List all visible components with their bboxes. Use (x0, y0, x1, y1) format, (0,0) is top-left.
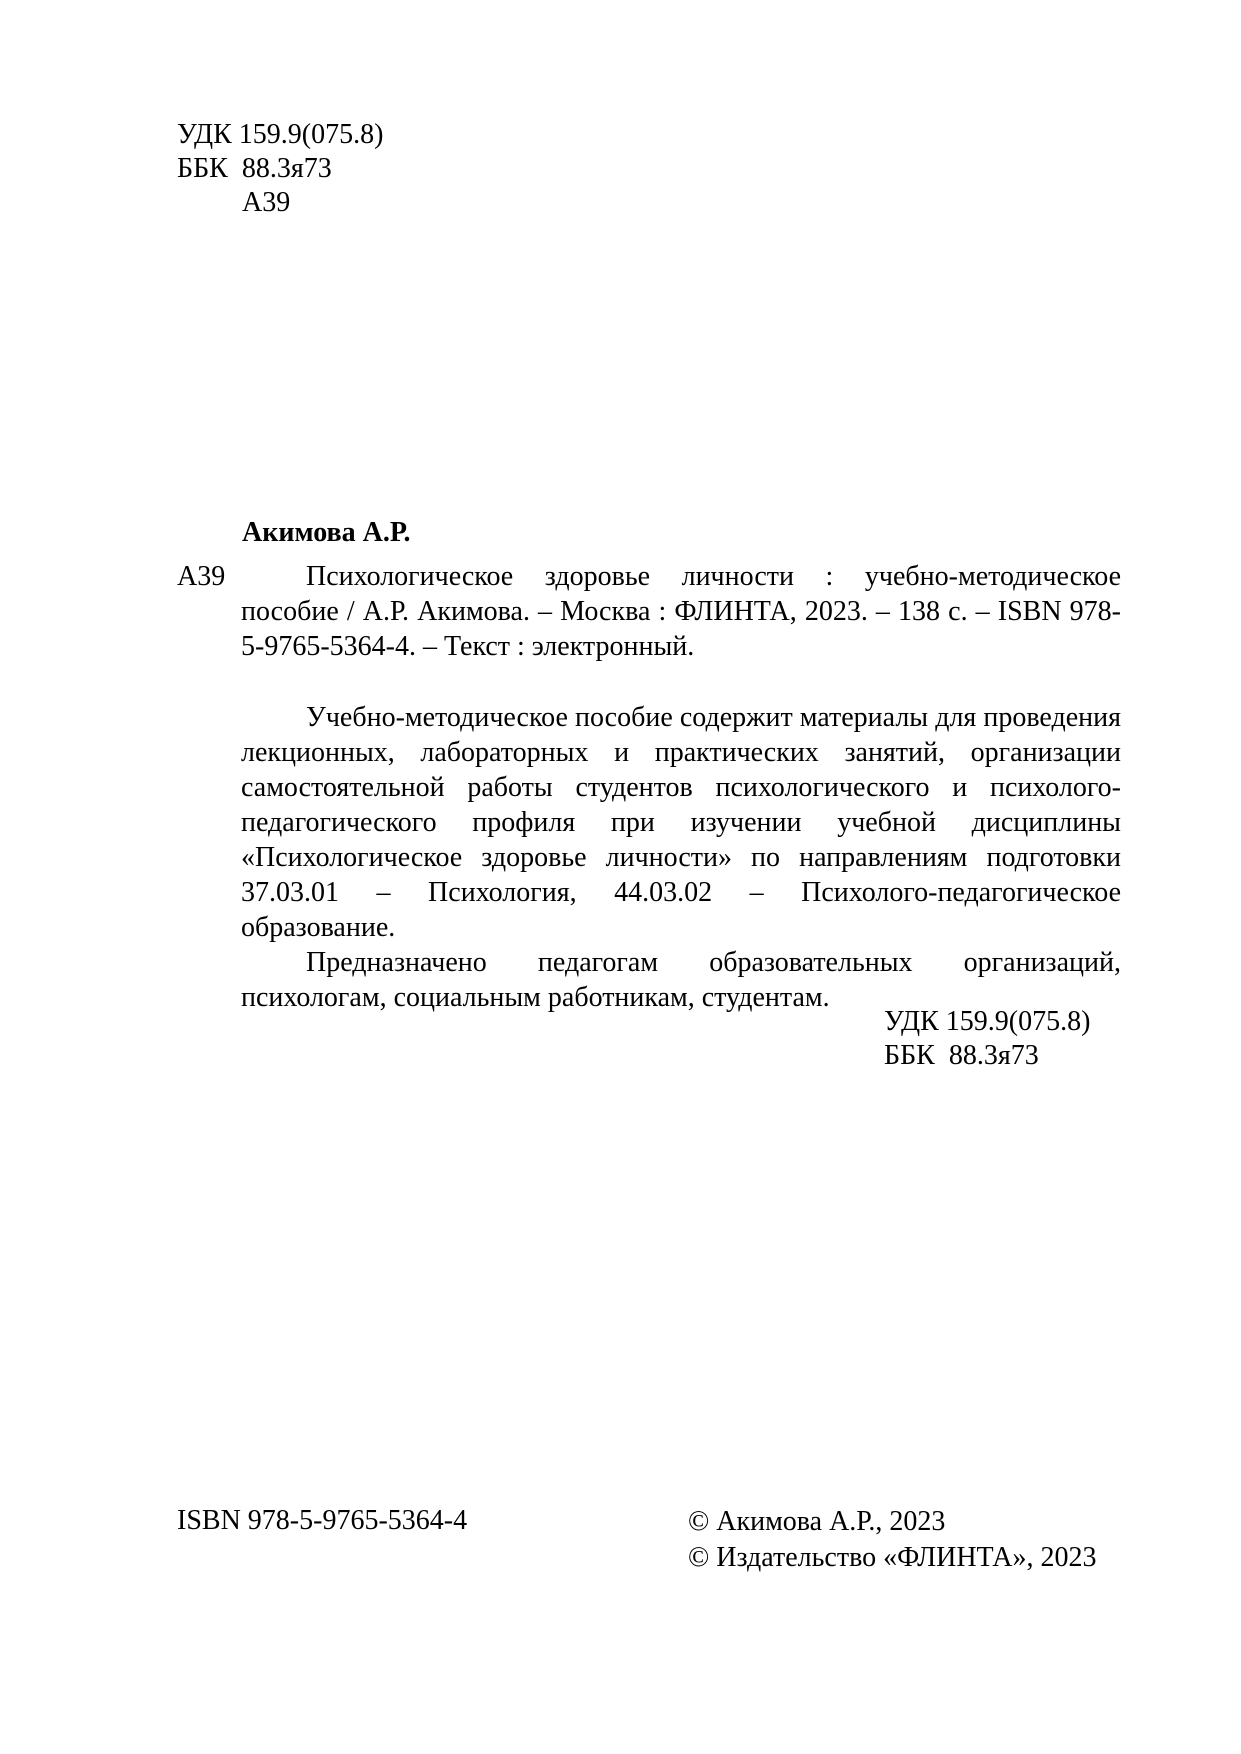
copyright-publisher: © Издательство «ФЛИНТА», 2023 (688, 1542, 1097, 1573)
annotation (241, 700, 1121, 1015)
udk-code: УДК 159.9(075.8) (884, 1006, 1091, 1037)
copyright-block (688, 1504, 1096, 1576)
annotation-paragraph: Предназначено педагогам образовательных организаций, психологам, социальным работникам, студентам. (241, 947, 1121, 1013)
classification-top (177, 118, 383, 220)
record-author: Акимова А.Р. (242, 517, 411, 548)
isbn-footer: ISBN 978-5-9765-5364-4 (177, 1505, 468, 1536)
author-mark: А39 (242, 187, 291, 218)
bbk-code: ББК 88.3я73 (884, 1040, 1039, 1071)
bbk-code: ББК 88.3я73 (177, 153, 332, 184)
classification-bottom (884, 1005, 1090, 1073)
copyright-author: © Акимова А.Р., 2023 (688, 1506, 946, 1537)
udk-code: УДК 159.9(075.8) (177, 119, 384, 150)
bibliographic-record (177, 515, 1121, 664)
annotation-paragraph: Учебно-методическое пособие содержит материалы для проведения лекционных, лабораторных и практических занятий, организации самостоятельной работы студентов психологического и психолого-педагогического профиля при изучении учебной дисциплины «Психологическое здоровье личности» по направлениям подготовки 37.03.01 – Психология, 44.03.02 – Психолого-педагогическое образование. (241, 702, 1121, 943)
record-author-mark: А39 (177, 561, 226, 592)
record-description: Психологическое здоровье личности : учебно-методическое пособие / А.Р. Акимова. – Москва : ФЛИНТА, 2023. – 138 с. – ISBN 978-5-9765-5364-4. – Текст : электронный. (241, 561, 1121, 662)
record-entry (177, 559, 1121, 664)
